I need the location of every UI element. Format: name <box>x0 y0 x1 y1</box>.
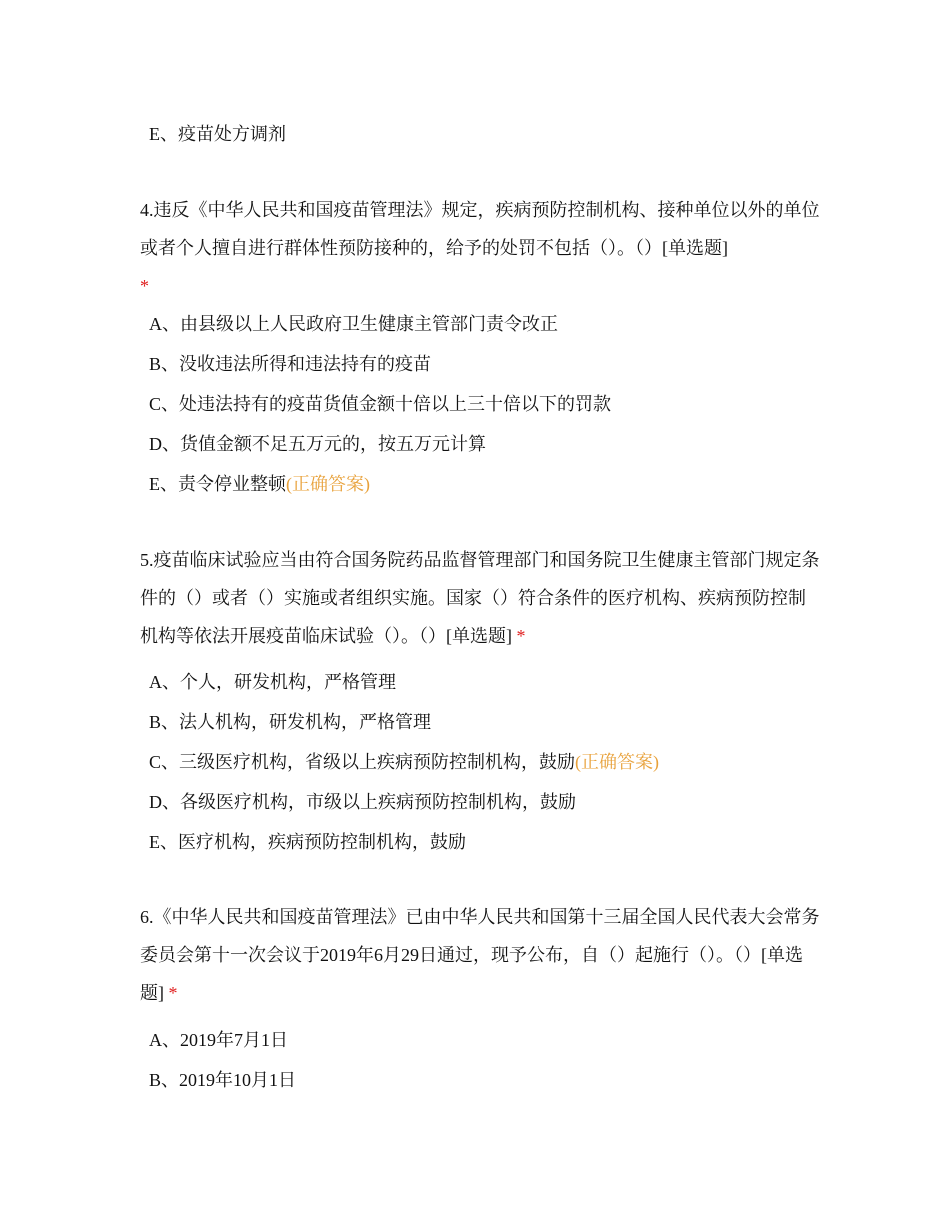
q3-option-e[interactable]: E、疫苗处方调剂 <box>149 124 286 144</box>
q5-option-e[interactable]: E、医疗机构，疾病预防控制机构，鼓励 <box>149 832 466 852</box>
correct-answer-label: (正确答案) <box>286 474 370 494</box>
q6-option-a[interactable]: A、2019年7月1日 <box>149 1030 288 1050</box>
q4-option-a[interactable]: A、由县级以上人民政府卫生健康主管部门责令改正 <box>149 314 558 334</box>
q6-option-b[interactable]: B、2019年10月1日 <box>149 1070 297 1090</box>
q4-option-e[interactable]: E、责令停业整顿(正确答案) <box>149 474 370 494</box>
required-mark: * <box>168 983 178 1003</box>
q5-option-b[interactable]: B、法人机构，研发机构，严格管理 <box>149 712 432 732</box>
q5-option-a[interactable]: A、个人，研发机构，严格管理 <box>149 672 396 692</box>
q5-question-text: 5.疫苗临床试验应当由符合国务院药品监督管理部门和国务院卫生健康主管部门规定条件的（）或者（）实施或者组织实施。国家（）符合条件的医疗机构、疾病预防控制机构等依法开展疫苗临床试验（）。（）[单选题] * <box>140 550 820 646</box>
q4-option-b[interactable]: B、没收违法所得和违法持有的疫苗 <box>149 354 432 374</box>
correct-answer-label: (正确答案) <box>575 752 660 772</box>
q5-option-c[interactable]: C、三级医疗机构，省级以上疾病预防控制机构，鼓励(正确答案) <box>149 752 660 772</box>
q4-option-c[interactable]: C、处违法持有的疫苗货值金额十倍以上三十倍以下的罚款 <box>149 394 612 414</box>
required-mark: * <box>140 276 149 296</box>
q5-option-d[interactable]: D、各级医疗机构，市级以上疾病预防控制机构，鼓励 <box>149 792 576 812</box>
required-mark: * <box>516 626 526 646</box>
q4-question-text: 4.违反《中华人民共和国疫苗管理法》规定，疾病预防控制机构、接种单位以外的单位或者个人擅自进行群体性预防接种的，给予的处罚不包括（）。（）[单选题] * <box>140 200 820 296</box>
q6-question-text: 6.《中华人民共和国疫苗管理法》已由中华人民共和国第十三届全国人民代表大会常务委员会第十一次会议于2019年6月29日通过，现予公布，自（）起施行（）。（）[单选题] * <box>140 907 820 1003</box>
q4-option-d[interactable]: D、货值金额不足五万元的，按五万元计算 <box>149 434 486 454</box>
